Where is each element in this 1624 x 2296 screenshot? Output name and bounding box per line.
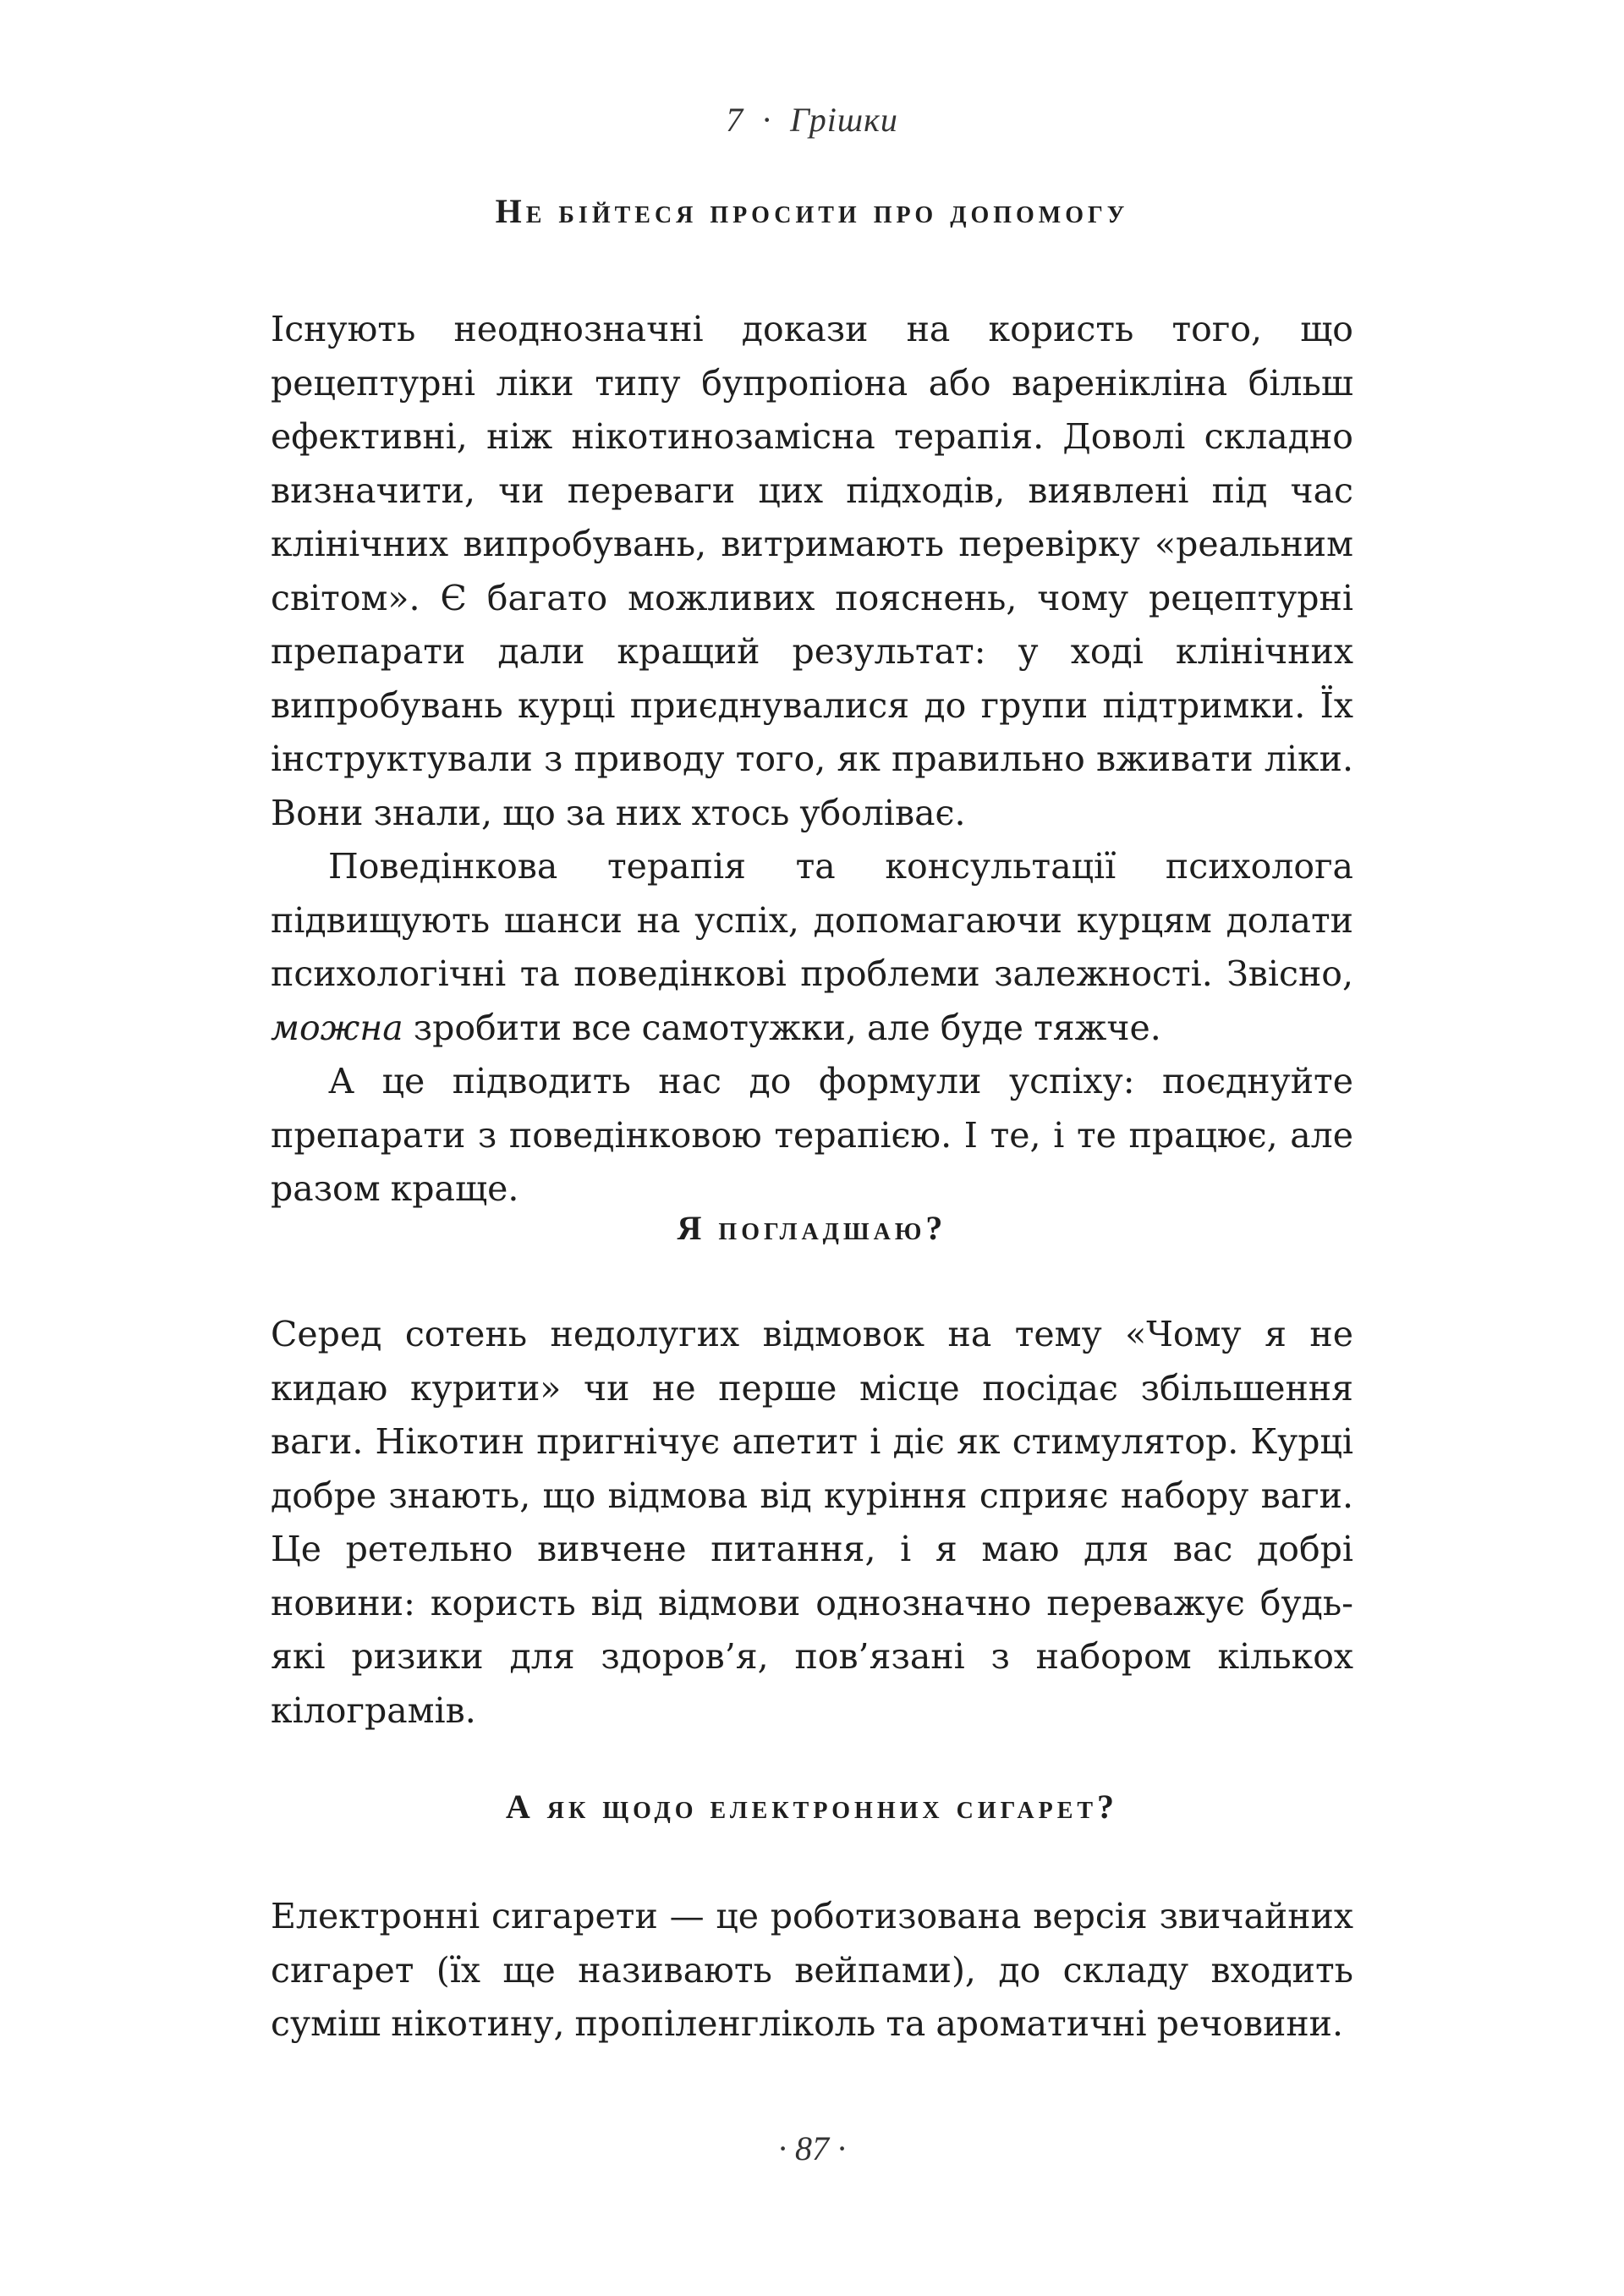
chapter-title: Грішки xyxy=(790,101,898,139)
chapter-number: 7 xyxy=(726,101,744,139)
paragraph-text: зробити все самотужки, але буде тяжче. xyxy=(403,1007,1161,1048)
section-body-ask-for-help xyxy=(271,303,1353,1217)
paragraph-text: Поведінкова терапія та консультації психолога підвищують шанси на успіх, допомагаючи курцям долати психологічні та поведінкові проблеми залежності. Звісно, xyxy=(271,846,1353,994)
paragraph xyxy=(271,840,1353,1055)
section-body-weight-gain xyxy=(271,1308,1353,1738)
paragraph: Серед сотень недолугих відмовок на тему «Чому я не кидаю курити» чи не перше місце посідає збільшення ваги. Нікотин пригнічує апетит і діє як стимулятор. Курці добре знають, що відмова від куріння сприяє набору ваги. Це ретельно вивчене питання, і я маю для вас добрі новини: користь від відмови однозначно переважує будь-які ризики для здоров’я, пов’язані з набором кількох кілограмів. xyxy=(271,1314,1353,1731)
section-heading-weight-gain: Я погладшаю? xyxy=(677,1209,947,1247)
section-heading-ask-for-help: Не бійтеся просити про допомогу xyxy=(495,192,1129,230)
section-heading-e-cigarettes: А як щодо електронних сигарет? xyxy=(505,1788,1119,1826)
running-head-separator: · xyxy=(762,101,772,139)
emphasis-text: можна xyxy=(271,1007,403,1048)
running-head xyxy=(0,100,1624,140)
paragraph: Існують неоднозначні докази на користь того, що рецептурні ліки типу бупропіона або варенікліна більш ефективні, ніж нікотинозамісна терапія. Доволі складно визначити, чи переваги цих підходів, виявлені під час клінічних випробувань, витримають перевірку «реальним світом». Є багато можливих пояснень, чому рецептурні препарати дали кращий результат: у ході клінічних випробувань курці приєднувалися до групи підтримки. Їх інструктували з приводу того, як правильно вживати ліки. Вони знали, що за них хтось уболіває. xyxy=(271,309,1353,833)
paragraph: Електронні сигарети — це роботизована версія звичайних сигарет (їх ще називають вейпами), до складу входить суміш нікотину, пропіленгліколь та ароматичні речовини. xyxy=(271,1896,1353,2044)
page-number: · 87 · xyxy=(778,2129,846,2167)
section-body-e-cigarettes xyxy=(271,1890,1353,2052)
paragraph: А це підводить нас до формули успіху: поєднуйте препарати з поведінковою терапією. І те, і те працює, але разом краще. xyxy=(271,1061,1353,1209)
